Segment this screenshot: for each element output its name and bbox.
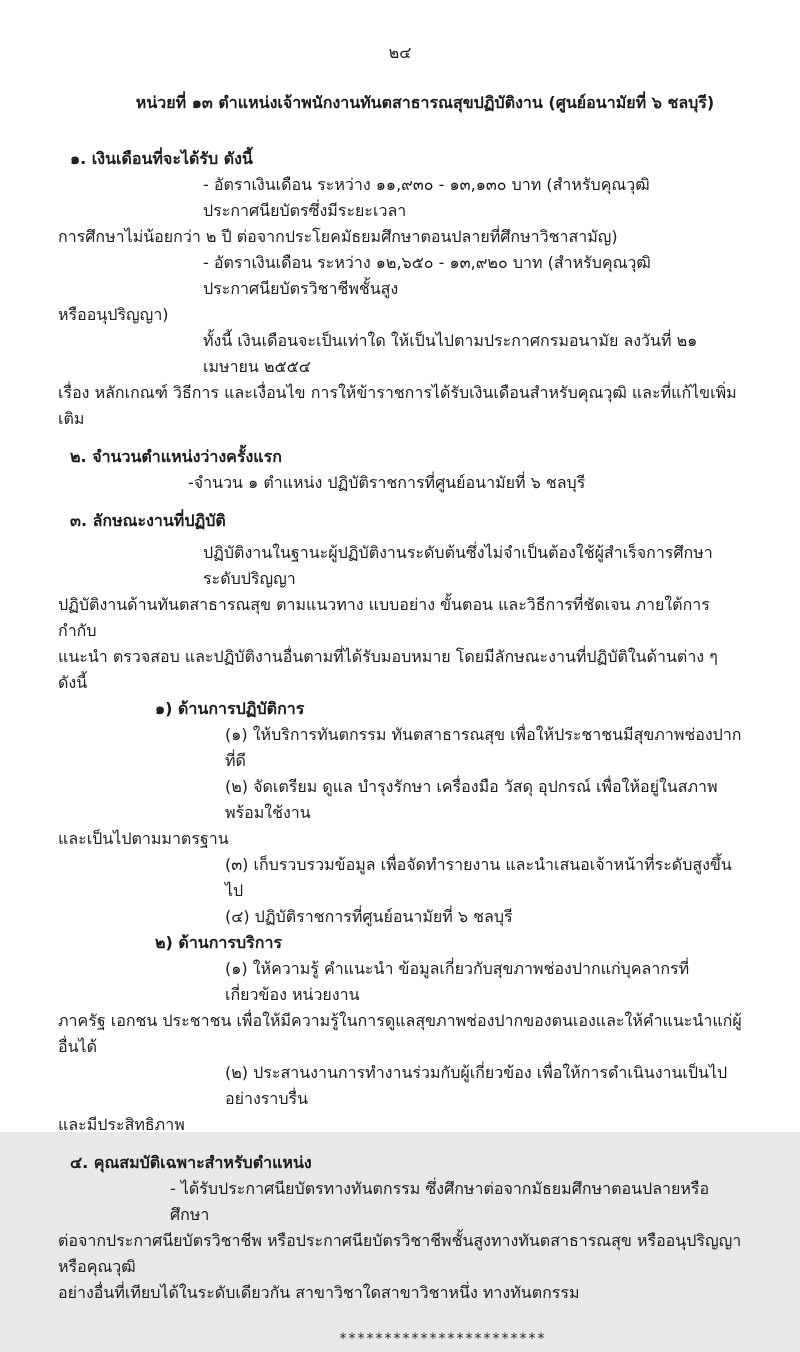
- section-3-intro-line-1: ปฏิบัติงานในฐานะผู้ปฏิบัติงานระดับต้นซึ่งไม่จำเป็นต้องใช้ผู้สำเร็จการศึกษาระดับปริญญา: [203, 543, 713, 588]
- section-1-line-salary-rate-2-cont: หรืออนุปริญญา): [58, 305, 169, 324]
- section-3-sub-1-item-4: (๔) ปฏิบัติราชการที่ศูนย์อนามัยที่ ๖ ชลบุรี: [225, 907, 513, 926]
- section-4-line-1: - ได้รับประกาศนียบัตรทางทันตกรรม ซึ่งศึกษาต่อจากมัธยมศึกษาตอนปลายหรือศึกษา: [170, 1179, 710, 1224]
- document-title: หน่วยที่ ๑๓ ตำแหน่งเจ้าพนักงานทันตสาธารณสุขปฏิบัติงาน (ศูนย์อนามัยที่ ๖ ชลบุรี): [135, 93, 715, 112]
- section-4-line-2: ต่อจากประกาศนียบัตรวิชาชีพ หรือประกาศนียบัตรวิชาชีพชั้นสูงทางทันตสาธารณสุข หรืออนุปริญญาหรือคุณวุฒิ: [58, 1231, 742, 1276]
- section-3-sub-1-heading: ๑) ด้านการปฏิบัติการ: [155, 699, 305, 718]
- section-3-sub-2-item-2: (๒) ประสานงานการทำงานร่วมกับผู้เกี่ยวข้อง เพื่อให้การดำเนินงานเป็นไปอย่างราบรื่น: [225, 1063, 728, 1108]
- section-2-heading: ๒. จำนวนตำแหน่งว่างครั้งแรก: [70, 447, 282, 466]
- section-1-line-note: ทั้งนี้ เงินเดือนจะเป็นเท่าใด ให้เป็นไปตามประกาศกรมอนามัย ลงวันที่ ๒๑ เมษายน ๒๕๕๔: [203, 331, 698, 376]
- section-1-line-note-cont: เรื่อง หลักเกณฑ์ วิธีการ และเงื่อนไข การให้ข้าราชการได้รับเงินเดือนสำหรับคุณวุฒิ และที่แก้ไขเพิ่มเติม: [58, 383, 737, 428]
- section-3-sub-2-item-2-cont: และมีประสิทธิภาพ: [58, 1115, 185, 1134]
- section-3-sub-1-item-2: (๒) จัดเตรียม ดูแล บำรุงรักษา เครื่องมือ วัสดุ อุปกรณ์ เพื่อให้อยู่ในสภาพพร้อมใช้งาน: [225, 777, 718, 822]
- end-of-document-separator: ***********************: [339, 1331, 547, 1347]
- section-3-heading: ๓. ลักษณะงานที่ปฏิบัติ: [70, 511, 226, 530]
- page-number: ๒๔: [388, 43, 412, 62]
- section-3-sub-2-item-1-cont: ภาครัฐ เอกชน ประชาชน เพื่อให้มีความรู้ในการดูแลสุขภาพช่องปากของตนเองและให้คำแนะนำแก่ผู้อื่นได้: [58, 1011, 742, 1056]
- section-4-line-3: อย่างอื่นที่เทียบได้ในระดับเดียวกัน สาขาวิชาใดสาขาวิชาหนึ่ง ทางทันตกรรม: [58, 1283, 580, 1302]
- section-3-sub-1-item-2-cont: และเป็นไปตามมาตรฐาน: [58, 829, 229, 848]
- section-4-heading: ๔. คุณสมบัติเฉพาะสำหรับตำแหน่ง: [70, 1153, 312, 1172]
- section-1-line-salary-rate-2: - อัตราเงินเดือน ระหว่าง ๑๒,๖๕๐ - ๑๓,๙๒๐ บาท (สำหรับคุณวุฒิประกาศนียบัตรวิชาชีพชั้นสูง: [203, 253, 651, 298]
- section-3-sub-2-item-1: (๑) ให้ความรู้ คำแนะนำ ข้อมูลเกี่ยวกับสุขภาพช่องปากแก่บุคลากรที่เกี่ยวข้อง หน่วยงาน: [225, 959, 690, 1004]
- section-3-intro-line-3: แนะนำ ตรวจสอบ และปฏิบัติงานอื่นตามที่ได้รับมอบหมาย โดยมีลักษณะงานที่ปฏิบัติในด้านต่าง ๆ ดังนี้: [58, 647, 718, 692]
- section-1-line-salary-rate-1-cont: การศึกษาไม่น้อยกว่า ๒ ปี ต่อจากประโยคมัธยมศึกษาตอนปลายที่ศึกษาวิชาสามัญ): [58, 227, 618, 246]
- section-3-intro-line-2: ปฏิบัติงานด้านทันตสาธารณสุข ตามแนวทาง แบบอย่าง ขั้นตอน และวิธีการที่ชัดเจน ภายใต้การกำกับ: [58, 595, 710, 640]
- section-3-sub-1-item-3: (๓) เก็บรวบรวมข้อมูล เพื่อจัดทำรายงาน และนำเสนอเจ้าหน้าที่ระดับสูงขึ้นไป: [225, 855, 732, 900]
- section-3-sub-1-item-1: (๑) ให้บริการทันตกรรม ทันตสาธารณสุข เพื่อให้ประชาชนมีสุขภาพช่องปากที่ดี: [225, 725, 742, 770]
- section-2-line-vacancy: -จำนวน ๑ ตำแหน่ง ปฏิบัติราชการที่ศูนย์อนามัยที่ ๖ ชลบุรี: [188, 473, 586, 492]
- section-1-heading: ๑. เงินเดือนที่จะได้รับ ดังนี้: [70, 149, 253, 168]
- section-1-line-salary-rate-1: - อัตราเงินเดือน ระหว่าง ๑๑,๙๓๐ - ๑๓,๑๓๐ บาท (สำหรับคุณวุฒิประกาศนียบัตรซึ่งมีระยะเวลา: [203, 175, 650, 220]
- section-3-sub-2-heading: ๒) ด้านการบริการ: [155, 933, 283, 952]
